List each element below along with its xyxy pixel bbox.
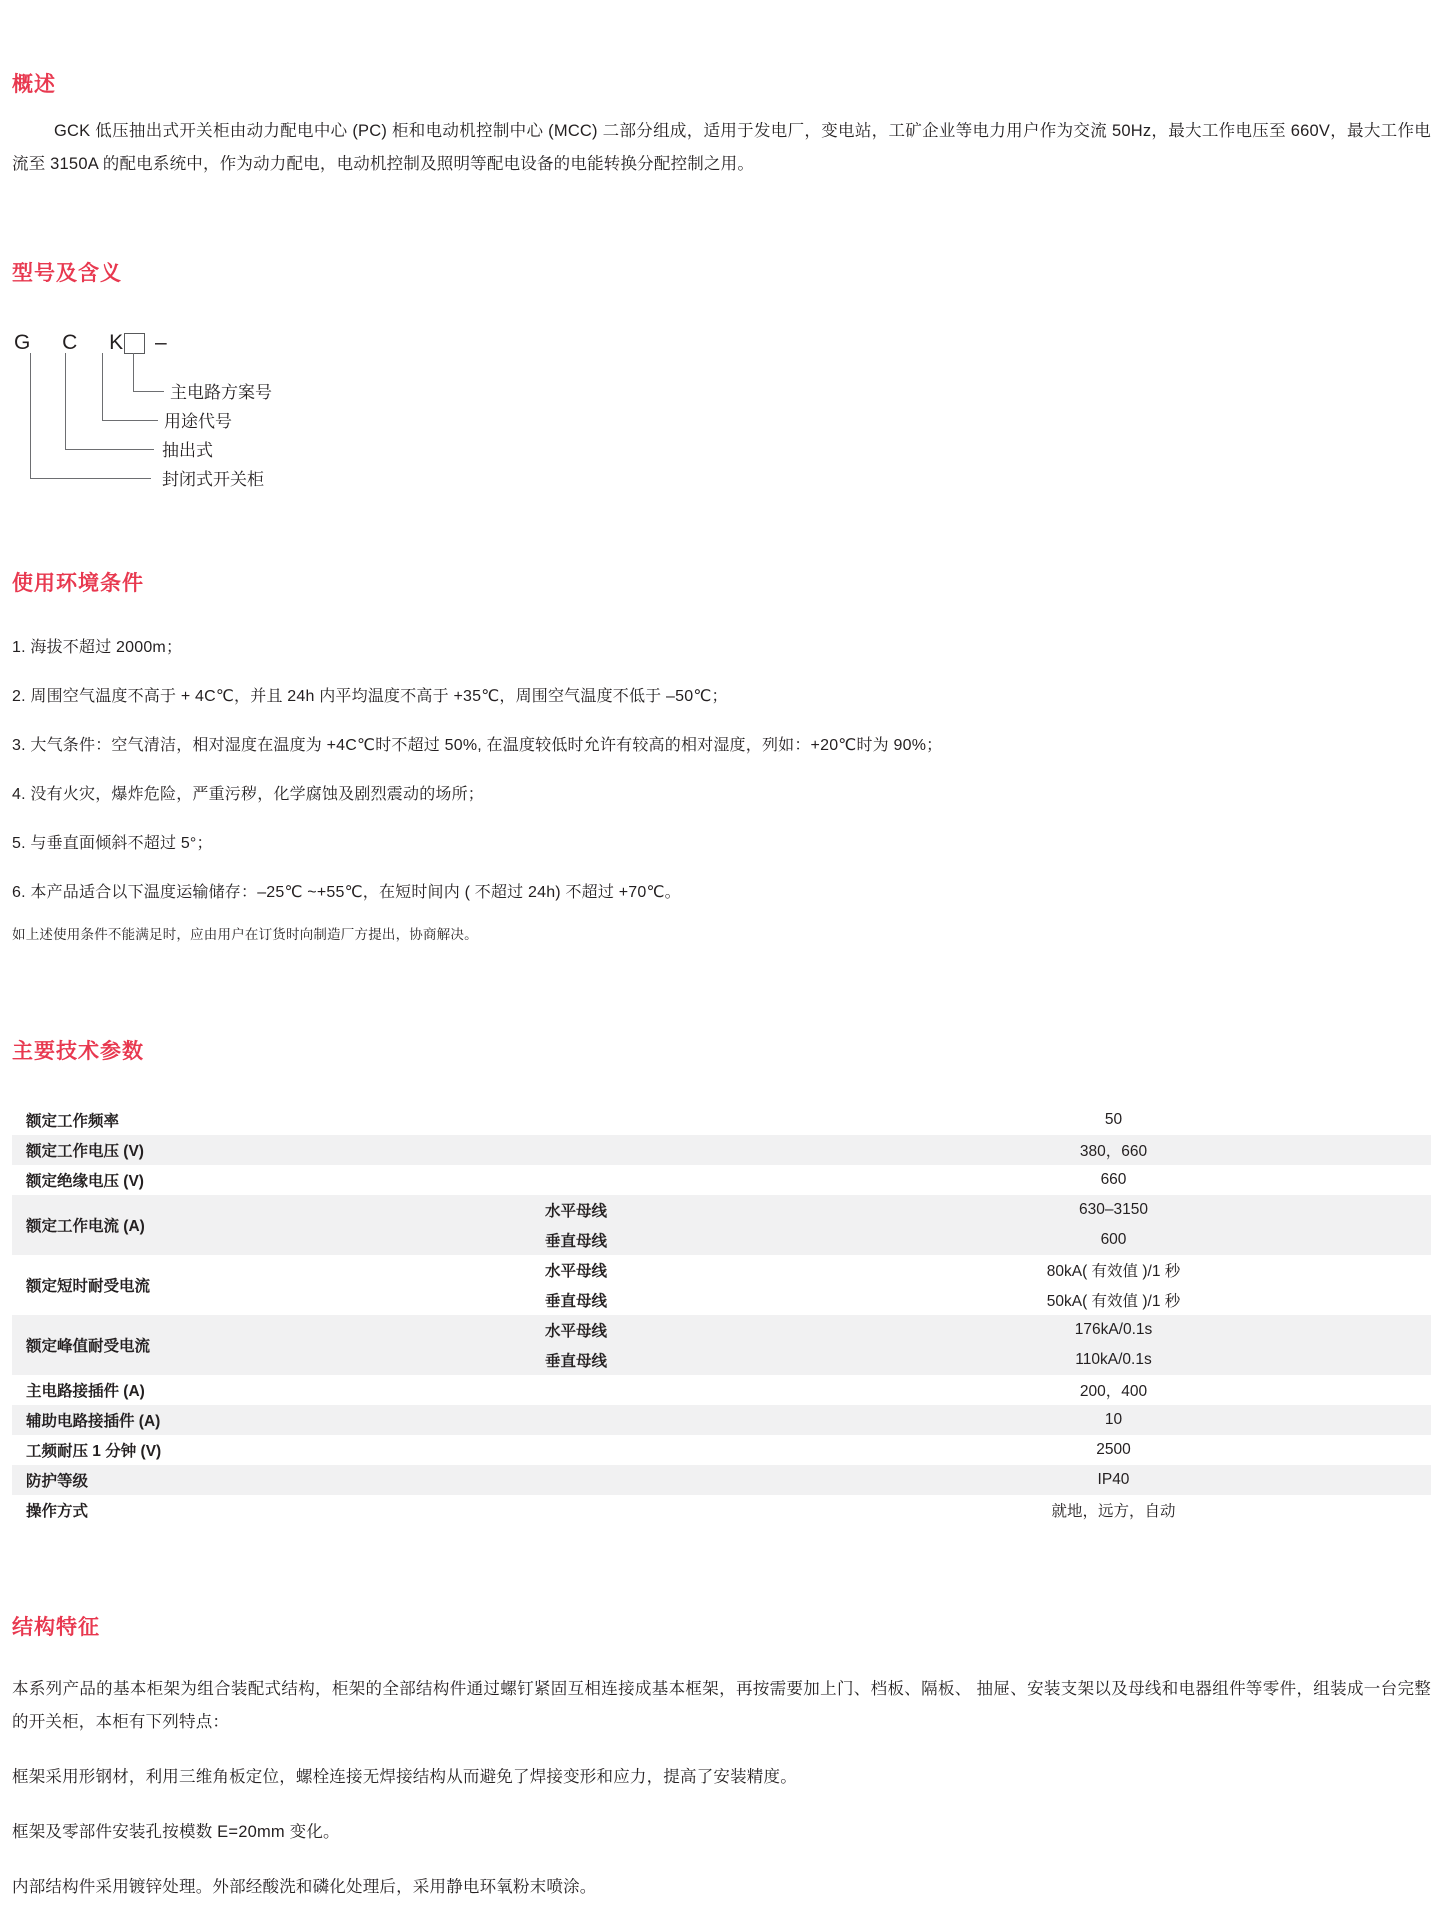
structure-paragraph: 框架采用形钢材，利用三维角板定位，螺栓连接无焊接结构从而避免了焊接变形和应力，提高了安装精度。 (12, 1767, 797, 1786)
spec-mid (356, 1165, 796, 1195)
leader-line-4 (30, 353, 151, 479)
spec-value: 50 (796, 1105, 1431, 1135)
spec-value: 630–3150 (796, 1195, 1431, 1225)
model-square-placeholder (124, 333, 145, 354)
spec-value: 600 (796, 1225, 1431, 1255)
table-row (12, 1315, 1431, 1345)
spec-mid (356, 1435, 796, 1465)
spec-value: 2500 (796, 1435, 1431, 1465)
structure-paragraph: 本系列产品的基本柜架为组合装配式结构，柜架的全部结构件通过螺钉紧固互相连接成基本框架，再按需要加上门、档板、隔板、 抽屉、安装支架以及母线和电器组件等零件，组装成一台完整的开关柜，本柜有下列特点： (12, 1679, 1431, 1731)
list-item: 6. 本产品适合以下温度运输储存：–25℃ ~+55℃，在短时间内 ( 不超过 24h) 不超过 +70℃。 (12, 883, 681, 901)
leader-label-4: 封闭式开关柜 (162, 469, 264, 489)
spec-label: 额定工作电压 (V) (12, 1135, 356, 1165)
section-environment-conditions (12, 567, 1431, 943)
spec-mid: 水平母线 (356, 1255, 796, 1285)
table-row (12, 1165, 1431, 1195)
spec-mid (356, 1495, 796, 1525)
spec-value: 660 (796, 1165, 1431, 1195)
spec-value: 200，400 (796, 1375, 1431, 1405)
conditions-heading: 使用环境条件 (12, 571, 144, 595)
spec-label: 额定短时耐受电流 (12, 1255, 356, 1315)
spec-mid: 垂直母线 (356, 1285, 796, 1315)
table-row (12, 1135, 1431, 1165)
spec-label: 额定工作频率 (12, 1105, 356, 1135)
spec-value: 10 (796, 1405, 1431, 1435)
specs-heading: 主要技术参数 (12, 1039, 144, 1063)
overview-paragraph (12, 115, 1431, 181)
structure-paragraph: 框架及零部件安装孔按模数 E=20mm 变化。 (12, 1822, 340, 1841)
spec-label: 操作方式 (12, 1495, 356, 1525)
model-heading: 型号及含义 (12, 261, 122, 285)
spec-mid (356, 1105, 796, 1135)
conditions-list (12, 635, 1431, 943)
table-row (12, 1255, 1431, 1285)
conditions-note: 如上述使用条件不能满足时，应由用户在订货时向制造厂方提出，协商解决。 (12, 926, 478, 942)
spec-mid: 垂直母线 (356, 1345, 796, 1375)
model-diagram (12, 330, 1431, 489)
spec-label: 工频耐压 1 分钟 (V) (12, 1435, 356, 1465)
table-row (12, 1195, 1431, 1225)
spec-value: 380，660 (796, 1135, 1431, 1165)
structure-heading: 结构特征 (12, 1615, 100, 1639)
list-item: 2. 周围空气温度不高于 + 4C℃，并且 24h 内平均温度不高于 +35℃，周围空气温度不低于 –50℃； (12, 687, 728, 705)
overview-heading: 概述 (12, 73, 56, 96)
spec-mid (356, 1405, 796, 1435)
list-item: 1. 海拔不超过 2000m； (12, 638, 183, 656)
section-structural-features (12, 1611, 1431, 1904)
table-row (12, 1375, 1431, 1405)
spec-mid: 垂直母线 (356, 1225, 796, 1255)
leader-label-2: 用途代号 (164, 411, 232, 431)
spec-label: 辅助电路接插件 (A) (12, 1405, 356, 1435)
table-row (12, 1405, 1431, 1435)
list-item: 4. 没有火灾，爆炸危险，严重污秽，化学腐蚀及剧烈震动的场所； (12, 785, 484, 803)
leader-label-3: 抽出式 (162, 440, 213, 460)
spec-mid (356, 1375, 796, 1405)
spec-value: 176kA/0.1s (796, 1315, 1431, 1345)
spec-label: 额定工作电流 (A) (12, 1195, 356, 1255)
spec-value: 110kA/0.1s (796, 1345, 1431, 1375)
spec-value: 80kA( 有效值 )/1 秒 (796, 1255, 1431, 1285)
spec-value: 50kA( 有效值 )/1 秒 (796, 1285, 1431, 1315)
spec-label: 主电路接插件 (A) (12, 1375, 356, 1405)
table-row (12, 1465, 1431, 1495)
spec-mid (356, 1135, 796, 1165)
spec-label: 防护等级 (12, 1465, 356, 1495)
spec-mid: 水平母线 (356, 1315, 796, 1345)
spec-mid: 水平母线 (356, 1195, 796, 1225)
section-technical-parameters (12, 1035, 1431, 1525)
section-overview (12, 68, 1431, 181)
model-code-text: G C K – (14, 330, 180, 354)
specs-table (12, 1105, 1431, 1525)
table-row (12, 1495, 1431, 1525)
spec-label: 额定峰值耐受电流 (12, 1315, 356, 1375)
spec-value: 就地，远方，自动 (796, 1495, 1431, 1525)
structure-paragraph: 内部结构件采用镀锌处理。外部经酸洗和磷化处理后，采用静电环氧粉末喷涂。 (12, 1877, 597, 1896)
leader-label-1: 主电路方案号 (170, 382, 272, 402)
spec-mid (356, 1465, 796, 1495)
spec-value: IP40 (796, 1465, 1431, 1495)
table-row (12, 1105, 1431, 1135)
section-model-designation (12, 257, 1431, 489)
table-row (12, 1435, 1431, 1465)
spec-label: 额定绝缘电压 (V) (12, 1165, 356, 1195)
list-item: 3. 大气条件：空气清洁，相对湿度在温度为 +4C℃时不超过 50%, 在温度较低时允许有较高的相对湿度，列如：+20℃时为 90%； (12, 736, 943, 754)
list-item: 5. 与垂直面倾斜不超过 5°； (12, 834, 213, 852)
overview-paragraph-text: GCK 低压抽出式开关柜由动力配电中心 (PC) 柜和电动机控制中心 (MCC) 二部分组成，适用于发电厂，变电站，工矿企业等电力用户作为交流 50Hz，最大工作电压至 660V，最大工作电流至 3150A 的配电系统中，作为动力配电，电动机控制及照明等配电设备的电能转换分配控制之用。 (12, 121, 1431, 173)
